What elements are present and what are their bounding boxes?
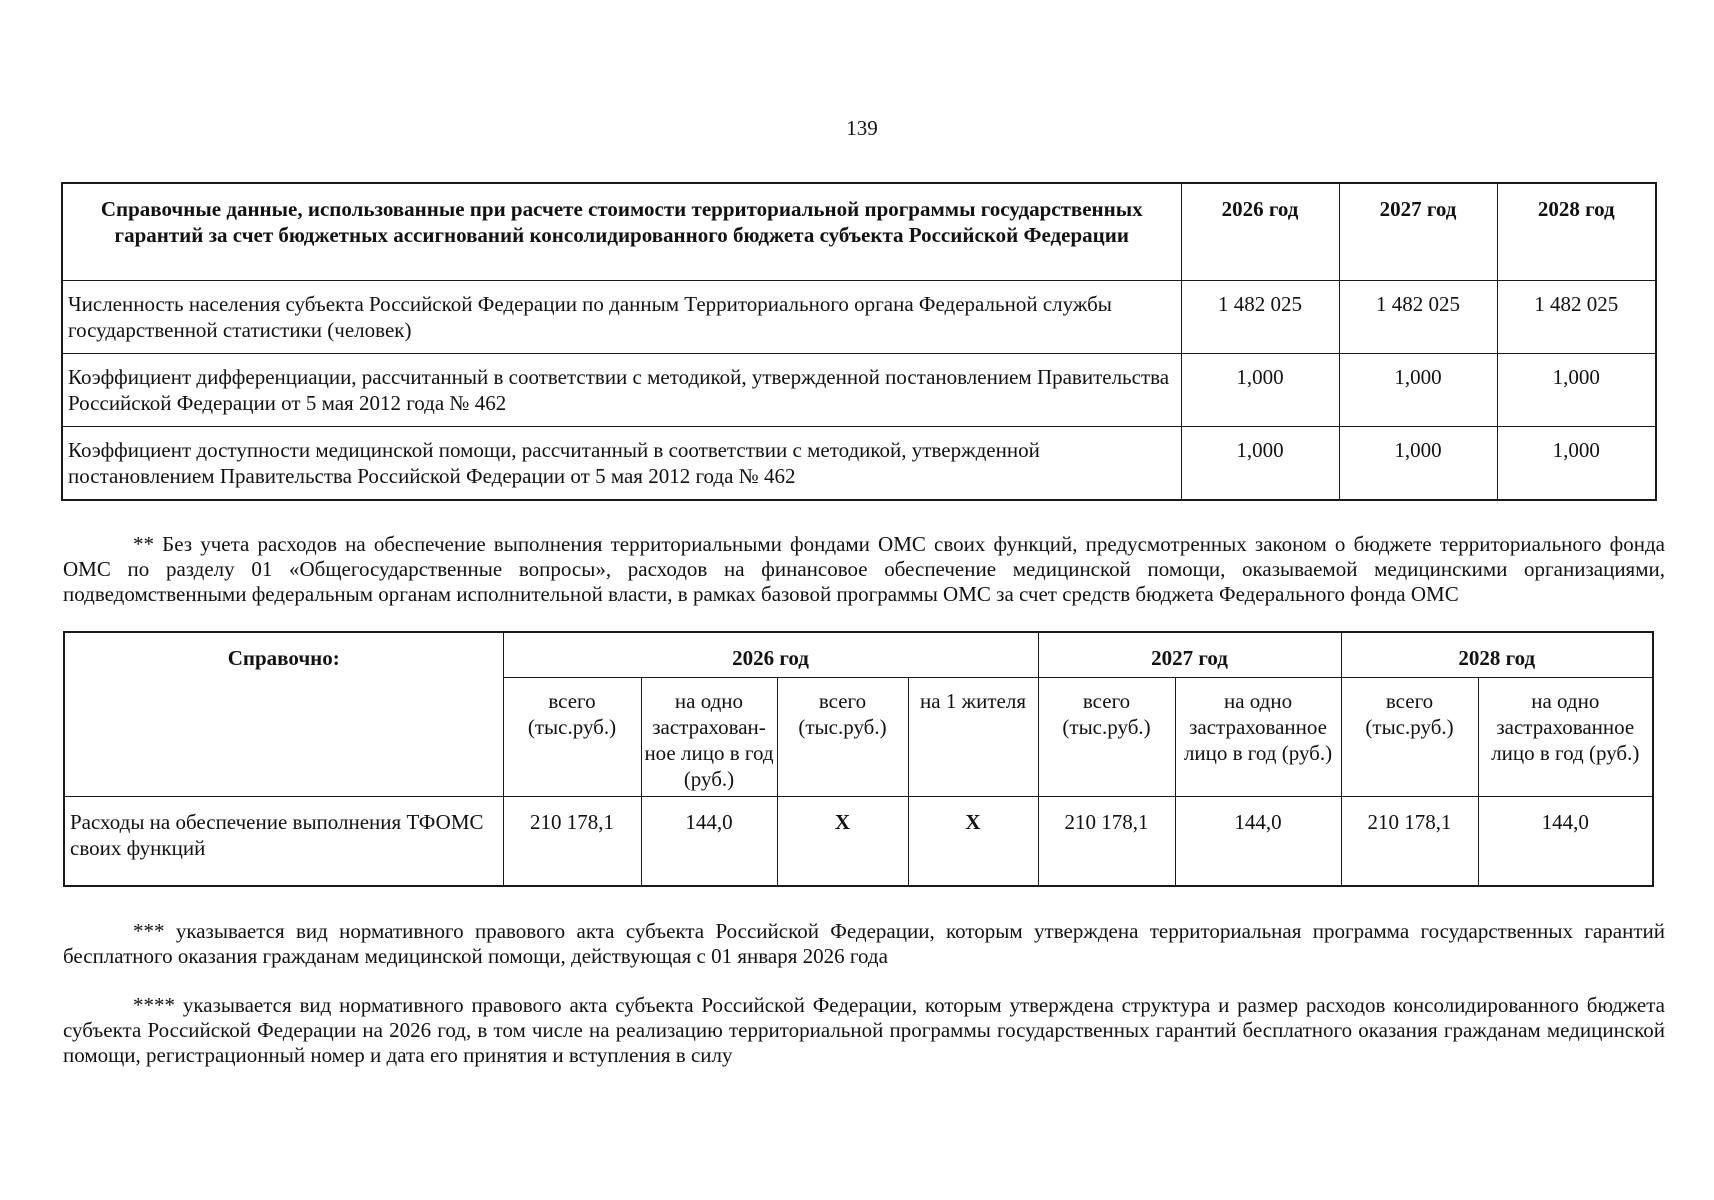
table-cell: 144,0 [1175,797,1341,887]
year-header-2028: 2028 год [1341,632,1653,678]
table-cell: 210 178,1 [1038,797,1175,887]
table-cell: 1,000 [1339,354,1497,427]
footnote-quadruple-asterisk: **** указывается вид нормативного правового акта субъекта Российской Федерации, которым утверждена структура и размер расходов консолидированного бюджета субъекта Российской Федерации на 2026 год, в том числе на реализацию территориальной программы государственных гарантий бесплатного оказания гражданам медицинской помощи, регистрационный номер и дата его принятия и вступления в силу [63,993,1665,1067]
table-header-row [62,183,1656,281]
reference-table-title: Справочные данные, использованные при расчете стоимости территориальной программы государственных гарантий за счет бюджетных ассигнований консолидированного бюджета субъекта Российской Федерации [62,183,1181,281]
table-cell: X [908,797,1038,887]
table-cell: 1,000 [1181,427,1339,501]
year-header-2027: 2027 год [1038,632,1341,678]
table-cell: 1,000 [1497,427,1656,501]
subheader-per-resident: на 1 жителя [908,678,1038,797]
row-label-differentiation-coefficient: Коэффициент дифференциации, рассчитанный в соответствии с методикой, утвержденной постановлением Правительства Российской Федерации от 5 мая 2012 года № 462 [62,354,1181,427]
expense-reference-table [63,631,1654,887]
table-row [62,427,1656,501]
table-cell: 1 482 025 [1339,281,1497,354]
table-cell: 1 482 025 [1497,281,1656,354]
table-row [62,281,1656,354]
subheader-per-insured: на одно застрахованное лицо в год (руб.) [1478,678,1653,797]
table-cell: 1,000 [1497,354,1656,427]
year-header-2028: 2028 год [1497,183,1656,281]
page-number: 139 [846,116,878,140]
table-cell: 1 482 025 [1181,281,1339,354]
table-header-row [64,632,1653,678]
table-cell: 210 178,1 [1341,797,1478,887]
subheader-total: всего (тыс.руб.) [1038,678,1175,797]
table-cell: 144,0 [641,797,777,887]
table-row [62,354,1656,427]
year-header-2026: 2026 год [1181,183,1339,281]
year-header-2026: 2026 год [503,632,1038,678]
subheader-per-insured: на одно застрахован-ное лицо в год (руб.) [641,678,777,797]
row-label-population: Численность населения субъекта Российской Федерации по данным Территориального органа Федеральной службы государственной статистики (человек) [62,281,1181,354]
subheader-total: всего (тыс.руб.) [503,678,641,797]
table-cell: X [777,797,908,887]
row-label-tfoms-expenses: Расходы на обеспечение выполнения ТФОМС своих функций [64,797,503,887]
reference-data-table [61,182,1657,501]
year-header-2027: 2027 год [1339,183,1497,281]
table-cell: 1,000 [1339,427,1497,501]
subheader-per-insured: на одно застрахованное лицо в год (руб.) [1175,678,1341,797]
table-cell: 144,0 [1478,797,1653,887]
footnote-double-asterisk: ** Без учета расходов на обеспечение выполнения территориальными фондами ОМС своих функций, предусмотренных законом о бюджете территориального фонда ОМС по разделу 01 «Общегосударственные вопросы», расходов на финансовое обеспечение медицинской помощи, оказываемой медицинскими организациями, подведомственными федеральным органам исполнительной власти, в рамках базовой программы ОМС за счет средств бюджета Федерального фонда ОМС [63,532,1665,606]
table-cell: 1,000 [1181,354,1339,427]
footnote-triple-asterisk: *** указывается вид нормативного правового акта субъекта Российской Федерации, которым утверждена территориальная программа государственных гарантий бесплатного оказания гражданам медицинской помощи, действующая с 01 января 2026 года [63,919,1665,968]
table-cell: 210 178,1 [503,797,641,887]
subheader-total: всего (тыс.руб.) [777,678,908,797]
corner-label: Справочно: [64,632,503,797]
table-row [64,797,1653,887]
subheader-total: всего (тыс.руб.) [1341,678,1478,797]
row-label-accessibility-coefficient: Коэффициент доступности медицинской помощи, рассчитанный в соответствии с методикой, утвержденной постановлением Правительства Российской Федерации от 5 мая 2012 года № 462 [62,427,1181,501]
